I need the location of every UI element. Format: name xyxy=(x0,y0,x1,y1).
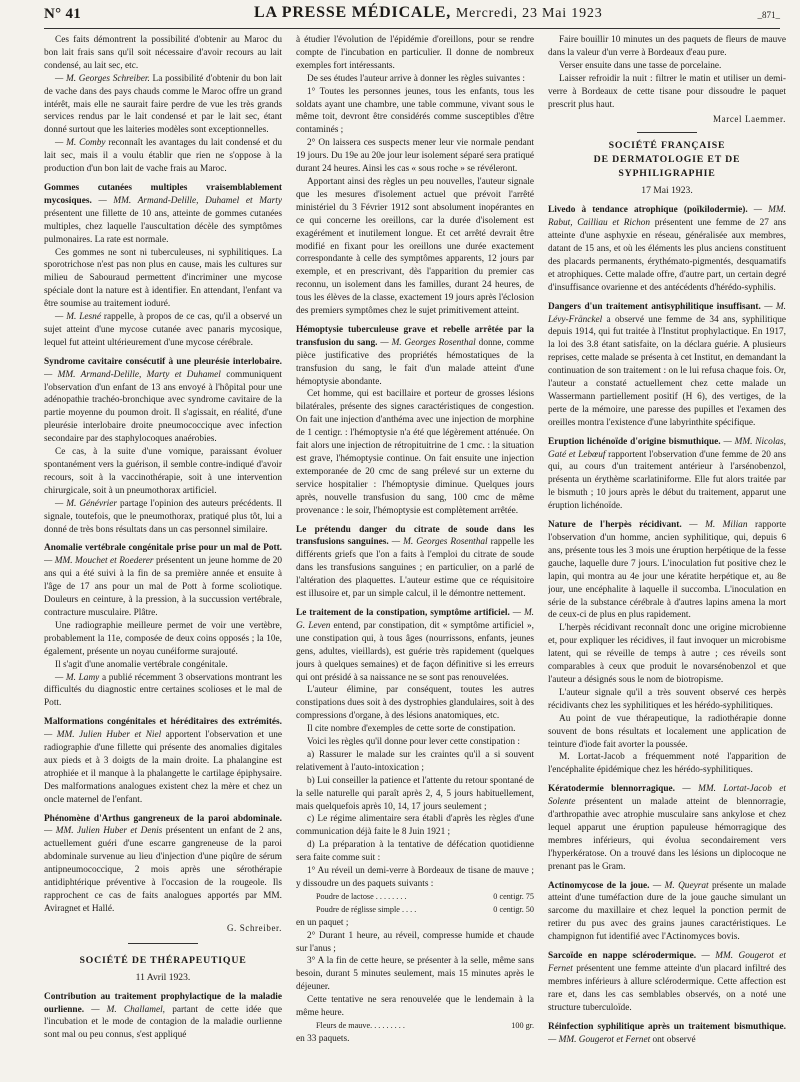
paragraph: — M. Lamy a publié récemment 3 observations montrant les difficultés du diagnostic entre certaines scolioses et le mal de Pott. xyxy=(44,672,282,709)
section-date: 11 Avril 1923. xyxy=(135,971,191,983)
article-title: Sarcoïde en nappe sclérodermique. — MM. Gougerot et Fernet présentent une femme atteinte d'un placard infiltré des membres inférieurs à allure sclérodermique. Cette affection est rare et, dans les cas semblables observés, on a noté une structure tuberculoïde. xyxy=(548,951,786,1013)
prescription-line: Poudre de lactose . . . . . . . . 0 centigr. 75 xyxy=(316,891,534,901)
author: — M. Georges Schreiber. xyxy=(55,73,150,84)
paragraph: Verser ensuite dans une tasse de porcelaine. xyxy=(559,60,722,71)
section-heading: SOCIÉTÉ FRANÇAISE DE DERMATOLOGIE ET DE SYPHILIGRAPHIE xyxy=(593,140,741,180)
paragraph: — M. Lesné rappelle, à propos de ce cas, qu'il a observé un sujet atteint d'une mycose cutanée avec panaris mycosique, lequel fut atteint ultérieurement d'une mycose cérébrale. xyxy=(44,312,282,348)
signature: G. Schreiber. xyxy=(226,922,282,933)
paragraph: c) Le régime alimentaire sera établi d'après les règles d'une communication déjà faite le 8 Juin 1921 ; xyxy=(296,814,534,838)
author: — MM. Nicolas, Gaté et Lebœuf xyxy=(548,436,786,460)
issue-date: Mercredi, 23 Mai 1923 xyxy=(455,6,603,21)
author: — M. G. Leven xyxy=(296,607,534,631)
column-3 xyxy=(548,34,786,1080)
author: — M. Challamel, xyxy=(84,1004,165,1015)
author: — M. Comby xyxy=(55,138,106,149)
paragraph: L'auteur signale qu'il a très souvent observé ces herpès récidivants chez les syphilitiques et les hérédo-syphilitiques. xyxy=(548,687,786,711)
paragraph: — M. Comby reconnaît les avantages du lait condensé et du lait sec, mais il a voulu établir que rien ne s'oppose à la production d'un bon lait de vache frais au Maroc. xyxy=(44,138,282,175)
paragraph: Apportant ainsi des règles un peu nouvelles, l'auteur signale que les mesures d'isolement actuel que prévoit l'arrêté ministériel du 3 Février 1912 sont absolument inopérantes en ce qui concerne les oreillons, car la durée d'isolement est exagérément et inutilement longue. Et cet arrêté devrait être modifié en fixant pour les oreillons une durée exactement correspondante à celle des symptômes apparents, 12 jours par exemple, et en prescrivant, dès l'apparition du premier cas reconnu, un isolement dans les familles, durant 24 heures, de tous les élèves de la classe, exactement 19 jours après l'éclosion des premiers symptômes chez le sujet primitivement atteint. xyxy=(296,176,534,317)
paragraph: Voici les règles qu'il donne pour lever cette constipation : xyxy=(307,737,520,748)
article-title: Hémoptysie tuberculeuse grave et rebelle arrêtée par la transfusion du sang. — M. Georges Rosenthal donne, comme pièce justificative des propriétés hémostatiques de la transfusion du sang, le fait d'un malade atteint d'une hémoptysie abondante. xyxy=(296,324,534,387)
author: — M. Lesné xyxy=(55,312,101,323)
paragraph: Faire bouillir 10 minutes un des paquets de fleurs de mauve dans la valeur d'un verre à Bordeaux d'eau pure. xyxy=(548,35,786,58)
section-date: 17 Mai 1923. xyxy=(641,185,693,197)
paragraph: — M. Georges Schreiber. La possibilité d'obtenir du bon lait de vache dans des pays chauds comme le Maroc offre un grand intérêt, mais elle ne saurait faire perdre de vue les très grands services rendus par le lait condensé et par le lait sec, étant donné surtout que les laiteries modèles sont exceptionnelles. xyxy=(44,73,282,136)
article-title: Contribution au traitement prophylactique de la maladie ourlienne. — M. Challamel, partant de cette idée que l'incubation et le mode de contagion de la maladie ourlienne sont mal ou peu connus, s'est appliqué xyxy=(44,991,282,1041)
paragraph: en 33 paquets. xyxy=(296,1033,350,1044)
author: — MM. Rabut, Cailliau et Richon xyxy=(548,205,786,229)
column-2 xyxy=(296,34,534,1080)
paragraph: M. Lortat-Jacob a fréquemment noté l'apparition de l'encéphalite épidémique chez les hérédo-syphilitiques. xyxy=(548,752,786,776)
author: — M. Queyrat xyxy=(649,880,709,891)
prescription-line: Poudre de réglisse simple . . . . 0 centigr. 50 xyxy=(316,904,534,914)
paragraph: L'auteur élimine, par conséquent, toutes les autres constipations dues soit à des dystrophies glandulaires, soit à des compressions d'organe, à des lésions anatomiques, etc. xyxy=(296,685,534,722)
article-title: Réinfection syphilitique après un traitement bismuthique. — MM. Gougerot et Fernet ont observé xyxy=(548,1021,786,1045)
paragraph: Il s'agit d'une anomalie vertébrale congénitale. xyxy=(55,659,228,670)
author: — MM. Julien Huber et Niel xyxy=(44,730,162,741)
paragraph: Une radiographie meilleure permet de voir une vertèbre, probablement la 11e, composée de deux coins opposés ; la 10e, également, présente un noyau cunéiforme surajouté. xyxy=(44,620,282,657)
paragraph: 2° On laissera ces suspects mener leur vie normale pendant 19 jours. Du 19e au 20e jour leur isolement séparé sera pratiqué durant 24 heures. Ainsi les cas « sous roche » se révéleront. xyxy=(296,138,534,175)
prescription-line: Fleurs de mauve. . . . . . . . . 100 gr. xyxy=(316,1020,534,1030)
paragraph: L'herpès récidivant reconnaît donc une origine microbienne et, pour expliquer les récidives, il faut invoquer un microbisme latent, qui se réveille de temps à autre ; ces réveils sont comparables à ceux que produit le novarsénobenzol et que l'auteur a désignés sous le nom de biotropisme. xyxy=(548,623,786,685)
paragraph: Cet homme, qui est bacillaire et porteur de grosses lésions bilatérales, présente des signes caractéristiques de congestion. On fait une injection d'anthéma avec une injection de morphine de 1 centigr. : l'hémoptysie n'a été que légèrement atténuée. On fait alors une injection de rétropituitrine de 1 cmc. : la situation est grave, l'hémoptysie continue. On fait ensuite une injection extemporanée de 20 cmc de sang prélevé sur un externe du service hospitalier : l'hémoptysie diminue. Quelques jours après, nouvelle transfusion du sang, 100 cmc de même provenance : le soir, l'hémoptysie est complètement arrêtée. xyxy=(296,389,534,516)
section-divider xyxy=(128,943,198,944)
author: — MM. Armand-Delille, Marty et Duhamel xyxy=(44,369,221,380)
article-title: Actinomycose de la joue. — M. Queyrat présente un malade atteint d'une tuméfaction dure de la joue gauche simulant un sarcome du maxillaire et chez lequel la ponction permit de retirer du pus avec des grains jaunes caractéristiques. Le champignon fut identifié avec l'Actinomyces bovis. xyxy=(548,880,786,943)
paragraph: 1° Au réveil un demi-verre à Bordeaux de tisane de mauve ; y dissoudre un des paquets suivants : xyxy=(296,866,534,889)
author: — MM. Gougerot et Fernet xyxy=(548,1034,651,1045)
signature: Marcel Laemmer. xyxy=(713,114,786,125)
article-title: Kératodermie blennorragique. — MM. Lortat-Jacob et Solente présentent un malade atteint de blennorragie, d'arthropathie avec atrophie musculaire sans ankylose et chez lequel apparut une éruption papuleuse hémorragique des membres inférieurs, qui évolua secondairement vers l'hyperkératose. On a trouvé dans les lésions un diplocoque ne prenant pas le Gram. xyxy=(548,784,786,872)
article-title: Livedo à tendance atrophique (poïkilodermie). — MM. Rabut, Cailliau et Richon présentent une femme de 27 ans atteinte d'une asphyxie en réseau, généralisée aux membres, datant de 15 ans, et où les éléments les plus anciens constituent des placards permanents, érythémato-pigmentés, desquamatifs et atrophiques. Cette malade offre, d'autre part, un certain degré d'insuffisance ovarienne et des antécédents d'hérédo-syphilis. xyxy=(548,205,786,293)
article-title: Le prétendu danger du citrate de soude dans les transfusions sanguines. — M. Georges Rosenthal rappelle les différents griefs que l'on a faits à l'emploi du citrate de soude dans les transfusions sanguines ; en particulier, on a parlé de l'altération des plaquettes. L'auteur estime que ce réquisitoire est illusoire et, par un simple calcul, il le démontre nettement. xyxy=(296,524,534,600)
paragraph: en un paquet ; xyxy=(296,917,349,928)
page-header xyxy=(44,2,780,29)
author: — M. Génévrier xyxy=(55,498,118,509)
paragraph: d) La préparation à la tentative de défécation quotidienne sera faite comme suit : xyxy=(296,840,534,864)
paragraph: Il cite nombre d'exemples de cette sorte de constipation. xyxy=(307,724,516,735)
paragraph: Cette tentative ne sera renouvelée que le lendemain à la même heure. xyxy=(296,995,534,1019)
issue-number: N° 41 xyxy=(44,6,82,22)
author: — MM. Julien Huber et Denis xyxy=(44,826,163,837)
section-heading: SOCIÉTÉ DE THÉRAPEUTIQUE xyxy=(79,954,247,966)
section-divider xyxy=(637,132,697,133)
article-title: Dangers d'un traitement antisyphilitique insuffisant. — M. Lévy-Fränckel a observé une femme de 34 ans, syphilitique depuis 1914, qui fut traitée à l'Institut prophylactique. En 1917, la loi des 3.8 étant satisfaite, on la déclara guérie. A plusieurs reprises, cette malade se présenta à cet Institut, en demandant la continuation de son traitement : on le lui refusa chaque fois. Or, l'auteur a constaté actuellement chez cette malade un Wassermann partiellement positif (H 6), des vertiges, de la perte de la mémoire, une paresse des pupilles et l'examen des oreilles montra l'existence d'une labyrinthite spécifique. xyxy=(548,301,786,428)
author: — M. Georges Rosenthal xyxy=(377,337,476,348)
article-title: Malformations congénitales et héréditaires des extrémités. — MM. Julien Huber et Niel apportent l'observation et une radiographie d'une fillette qui présente des anomalies digitales aux pieds et à 3 doigts de la main droite. La phalangine est atrophiée et il manque à la phalangette le cartilage épiphysaire. Des malformations analogues existent chez la mère et chez un oncle maternel de l'enfant. xyxy=(44,717,282,805)
author: — MM. Lortat-Jacob et Solente xyxy=(548,784,786,808)
article-title: Syndrome cavitaire consécutif à une pleurésie interlobaire. — MM. Armand-Delille, Marty et Duhamel communiquent l'observation d'un enfant de 13 ans envoyé à l'hôpital pour une adénopathie trachéo-bronchique avec syndrome cavitaire de la partie moyenne du poumon droit. Il s'agissait, en réalité, d'une pleurésie interlobaire droite pneumococcique avec infection secondaire par des staphylocoques anaérobies. xyxy=(44,356,282,445)
article-title: Phénomène d'Arthus gangreneux de la paroi abdominale. — MM. Julien Huber et Denis présentent un enfant de 2 ans, actuellement guéri d'une escarre gangreneuse de la paroi abdominale survenue au lieu d'injection d'une piqûre de sérum antipneumococcique, 2 mois après une sérothérapie antidiphtérique préventive à l'occasion de la rougeole. Ils rapprochent ce cas de faits analogues apportés par MM. Aviragnet et Hallé. xyxy=(44,813,282,914)
article-title: Nature de l'herpès récidivant. — M. Milian rapporte l'observation d'un homme, ancien syphilitique, qui, depuis 6 ans, présente tous les 3 mois une éruption herpétique de la fesse gauche, laquelle dure 7 jours. L'inoculation fut positive chez le lapin, qui montra au 4e jour une kératite herpétique et, au 8e jour, une encéphalite à laquelle il succomba. L'inoculation en série de la substance cérébrale à d'autres lapins amena la mort de ceux-ci de plus en plus rapidement. xyxy=(548,520,786,621)
paragraph: à étudier l'évolution de l'épidémie d'oreillons, pour se rendre compte de l'incubation en particulier. Il donne de nombreux exemples fort intéressants. xyxy=(296,35,534,71)
author: — M. Lamy xyxy=(55,672,100,683)
author: — MM. Mouchet et Roederer xyxy=(44,556,154,567)
paragraph: — M. Génévrier partage l'opinion des auteurs précédents. Il signale, toutefois, que le pneumothorax, pratiqué plus tôt, lui a donné de très bons résultats dans un cas personnel similaire. xyxy=(44,498,282,535)
article-title: Le traitement de la constipation, symptôme artificiel. — M. G. Leven entend, par constipation, dit « symptôme artificiel », une constipation qui, à tous âges (nourrissons, enfants, jeunes gens, adultes, vieillards), est guérie très rapidement (quelques jours à quelques semaines) et de façon définitive si les erreurs qui ont présidé à sa naissance ne se sont pas renouvelées. xyxy=(296,607,534,683)
paragraph: Au point de vue thérapeutique, la radiothérapie donne souvent de bons résultats et localement une application de teinture d'iode fait avorter la poussée. xyxy=(548,713,786,750)
article-title: Eruption lichénoïde d'origine bismuthique. — MM. Nicolas, Gaté et Lebœuf rapportent l'observation d'une femme de 20 ans qui, au cours d'un traitement antérieur à l'arsénobenzol, présenta un érythème scarlatiniforme. Elle fut alors traitée par le bismuth ; 10 jours après le début du traitement, apparut une éruption lichénoïde. xyxy=(548,436,786,512)
article-title: Anomalie vertébrale congénitale prise pour un mal de Pott. — MM. Mouchet et Roederer présentent un jeune homme de 20 ans qui a été suivi à la fin de sa première année et ensuite à l'âge de 17 ans pour un mal de Pott à forme scoliotique. Douleurs en ceinture, à la pression, à la succussion vertébrale, contracture musculaire. Plâtre. xyxy=(44,543,282,618)
author: — M. Lévy-Fränckel xyxy=(548,301,786,325)
paragraph: 3° A la fin de cette heure, se présenter à la selle, même sans besoin, durant 5 minutes seulement, mais 15 minutes après le déjeuner. xyxy=(296,956,534,993)
column-1 xyxy=(44,34,282,1080)
paragraph: Ces faits démontrent la possibilité d'obtenir au Maroc du bon lait frais sans qu'il soit nécessaire d'avoir recours au lait condensé, au lait sec, etc. xyxy=(44,35,282,71)
author: — MM. Armand-Delille, Duhamel et Marty xyxy=(91,195,282,206)
paragraph: 2° Durant 1 heure, au réveil, compresse humide et chaude sur l'anus ; xyxy=(296,930,534,954)
paragraph: Ce cas, à la suite d'une vomique, paraissant évoluer spontanément vers la guérison, il semble contre-indiqué d'avoir recours, soit à la vaccinothérapie, soit à une intervention chirurgicale, soit à un pneumothorax artificiel. xyxy=(44,447,282,496)
journal-title xyxy=(254,4,603,22)
paragraph: Ces gommes ne sont ni tuberculeuses, ni syphilitiques. La sporotrichose n'est pas non plus en cause, mais les cultures sur milieu de Sabouraud permettent d'incriminer une mycose spéciale dont la nature est à identifier. En attendant, l'enfant va être soumise au traitement ioduré. xyxy=(44,247,282,310)
paragraph: Laisser refroidir la nuit : filtrer le matin et utiliser un demi-verre à Bordeaux de cette tisane pour dissoudre le paquet prescrit plus haut. xyxy=(548,73,786,110)
author: — M. Georges Rosenthal xyxy=(388,537,488,548)
paragraph: a) Rassurer le malade sur les craintes qu'il a si souvent relativement à l'auto-intoxication ; xyxy=(296,749,534,773)
article-title: Gommes cutanées multiples vraisemblablement mycosiques. — MM. Armand-Delille, Duhamel et Marty présentent une fillette de 10 ans, atteinte de gommes cutanées multiples, chez laquelle l'auscultation décèle des symptômes pulmonaires. La rate est normale. xyxy=(44,182,282,245)
author: — M. Milian xyxy=(681,520,748,531)
paragraph: 1° Toutes les personnes jeunes, tous les enfants, tous les soldats ayant une chambre, une table commune, vivant sous le même toit, devront être considérés comme susceptibles d'être contaminés ; xyxy=(296,86,534,136)
paragraph: b) Lui conseiller la patience et l'attente du retour spontané de la selle naturelle qui paraît après 2, 4, 5 jours habituellement, mais quelquefois après 10, 14, 17 jours seulement ; xyxy=(296,775,534,812)
journal-name: LA PRESSE MÉDICALE, xyxy=(254,4,452,21)
page-number: _871_ xyxy=(757,10,780,20)
author: — MM. Gougerot et Fernet xyxy=(548,951,786,974)
paragraph: De ses études l'auteur arrive à donner les règles suivantes : xyxy=(307,73,526,84)
